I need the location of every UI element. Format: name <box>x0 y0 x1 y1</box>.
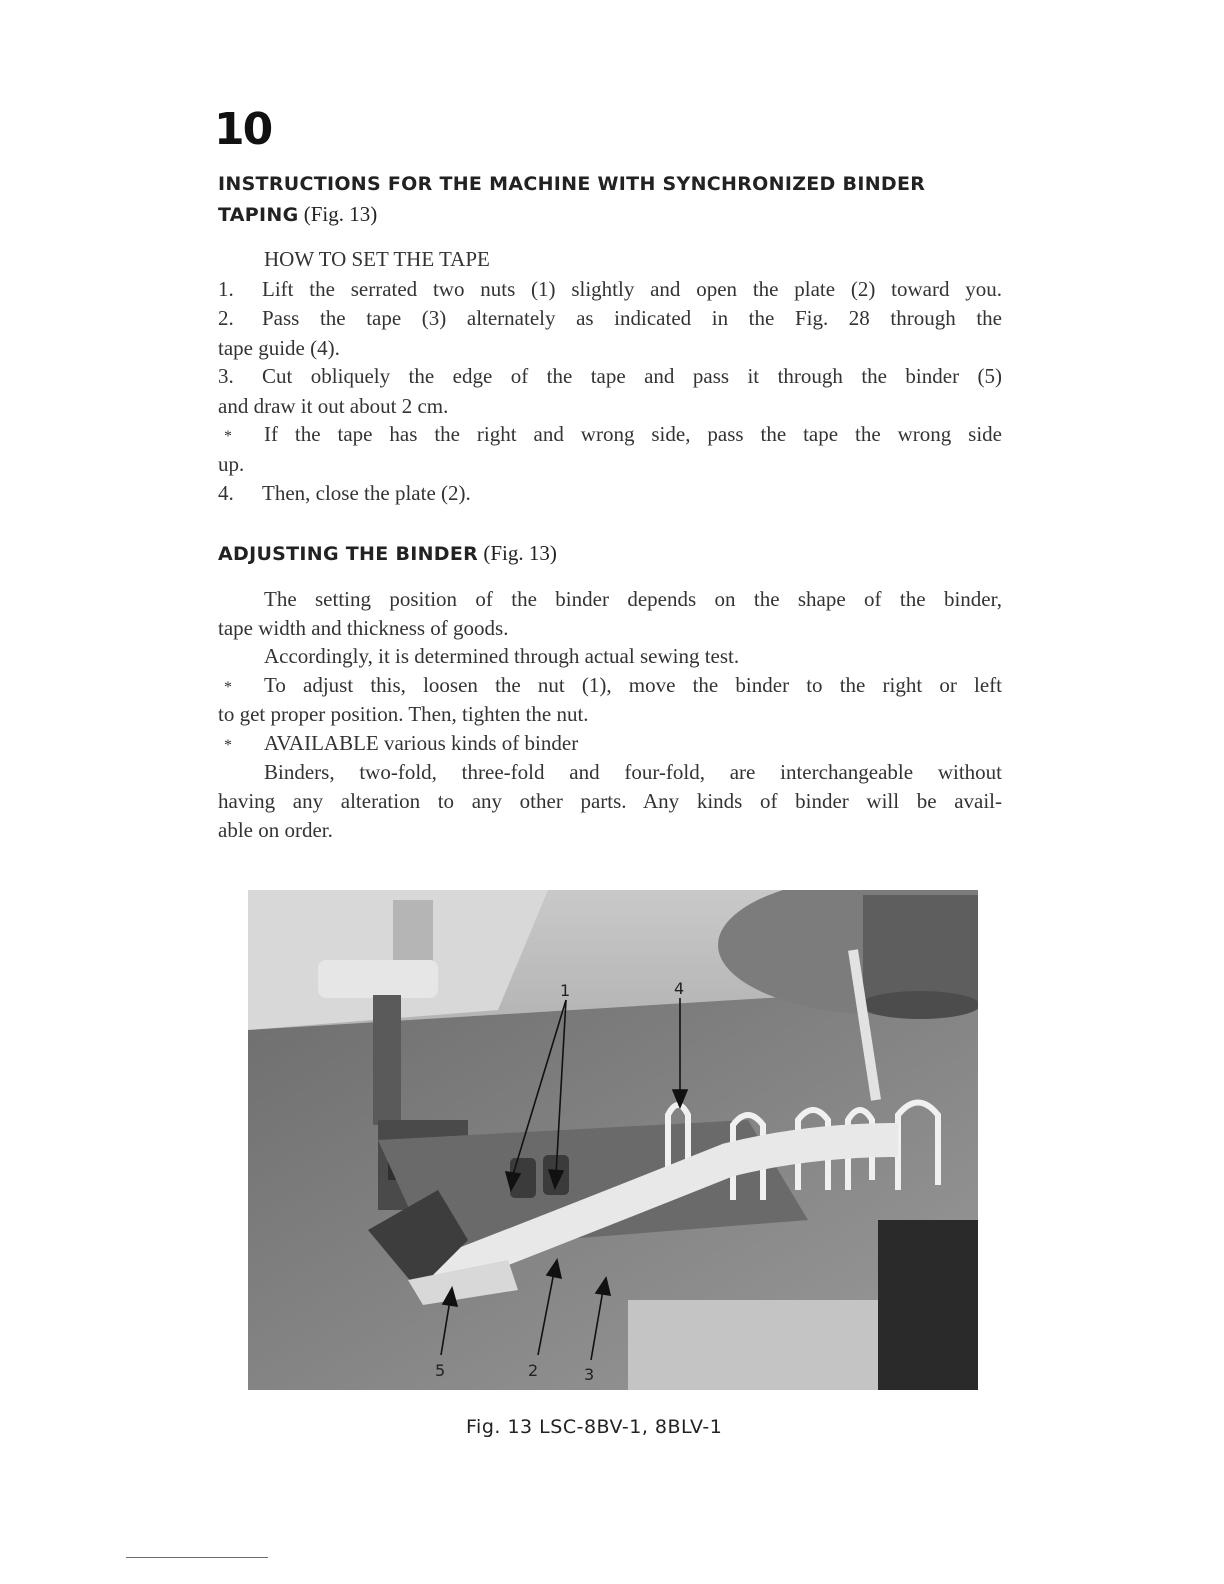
footer-rule <box>126 1557 268 1558</box>
available-note <box>218 729 1002 760</box>
step-1 <box>218 275 1002 303</box>
heading-fig-ref: (Fig. 13) <box>483 541 557 565</box>
step-4 <box>218 479 1002 507</box>
callout-1: 1 <box>560 981 571 1000</box>
figure-binder-photo <box>248 890 978 1390</box>
note-asterisk: * <box>224 737 232 754</box>
step-text: Then, close the plate (2). <box>262 481 471 505</box>
step-number: 4. <box>218 481 234 505</box>
section-heading-taping <box>218 168 1008 230</box>
callout-5: 5 <box>435 1361 446 1380</box>
paragraph-line: having any alteration to any other parts. Any kinds of binder will be avail- <box>218 789 1002 813</box>
step-number: 2. <box>218 306 234 330</box>
page-number: 10 <box>214 104 272 155</box>
heading-line-2: TAPING <box>218 204 299 226</box>
step-3 <box>218 362 1002 390</box>
note-text: If the tape has the right and wrong side, pass the tape the wrong side <box>264 422 1002 446</box>
note-asterisk: * <box>224 428 232 445</box>
paragraph-line: to get proper position. Then, tighten the nut. <box>218 702 589 726</box>
step-3-cont: and draw it out about 2 cm. <box>218 394 449 418</box>
callout-4: 4 <box>674 979 685 998</box>
step-text: Pass the tape (3) alternately as indicated in the Fig. 28 through the <box>262 306 1002 330</box>
step-text: Lift the serrated two nuts (1) slightly and open the plate (2) toward you. <box>262 277 1002 301</box>
step-text: Cut obliquely the edge of the tape and pass it through the binder (5) <box>262 364 1002 388</box>
adjust-note <box>218 671 1002 702</box>
note-text: AVAILABLE various kinds of binder <box>264 731 579 755</box>
paragraph-line: able on order. <box>218 818 333 842</box>
note-wrong-side <box>218 420 1002 451</box>
step-number: 1. <box>218 277 234 301</box>
paragraph-line: Binders, two-fold, three-fold and four-fold, are interchangeable without <box>264 760 1002 784</box>
step-2 <box>218 304 1002 332</box>
heading-bold: ADJUSTING THE BINDER <box>218 543 479 565</box>
heading-line-1: INSTRUCTIONS FOR THE MACHINE WITH SYNCHRONIZED BINDER <box>218 173 926 195</box>
subheading-set-tape: HOW TO SET THE TAPE <box>264 247 490 271</box>
note-asterisk: * <box>224 679 232 696</box>
callout-2: 2 <box>528 1361 539 1380</box>
note-cont: up. <box>218 452 245 476</box>
paragraph-line: Accordingly, it is determined through actual sewing test. <box>264 644 740 668</box>
figure-caption: Fig. 13 LSC-8BV-1, 8BLV-1 <box>466 1416 723 1438</box>
paragraph-line: The setting position of the binder depends on the shape of the binder, <box>264 587 1002 611</box>
step-2-cont: tape guide (4). <box>218 336 340 360</box>
heading-fig-ref: (Fig. 13) <box>303 202 378 226</box>
step-number: 3. <box>218 364 234 388</box>
binder-photo-illustration <box>248 890 978 1390</box>
note-text: To adjust this, loosen the nut (1), move the binder to the right or left <box>264 673 1002 697</box>
section-heading-adjusting <box>218 538 1008 569</box>
callout-3: 3 <box>584 1365 595 1384</box>
paragraph-line: tape width and thickness of goods. <box>218 616 509 640</box>
